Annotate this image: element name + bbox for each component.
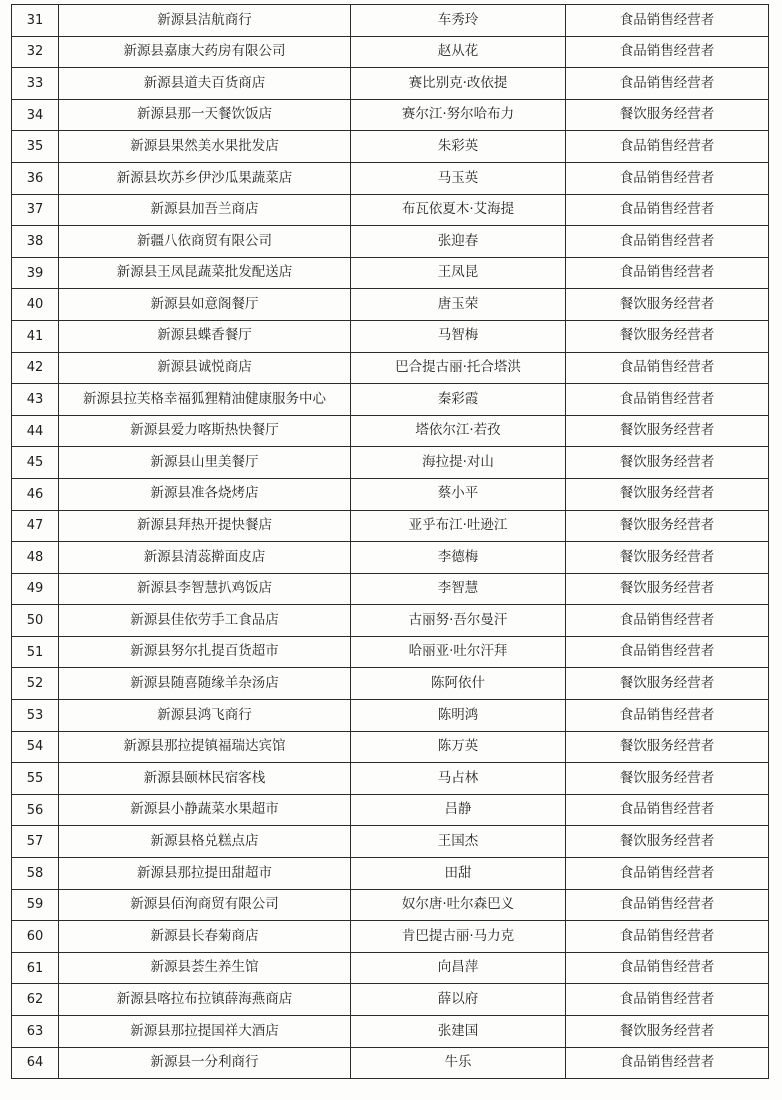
responsible-person: 古丽努·吾尔曼汗 — [351, 605, 566, 637]
row-number: 63 — [12, 1016, 59, 1048]
table-row — [12, 858, 769, 890]
responsible-person: 田甜 — [351, 858, 566, 890]
row-number: 47 — [12, 510, 59, 542]
business-name: 新源县李智慧扒鸡饭店 — [59, 573, 351, 605]
responsible-person: 蔡小平 — [351, 478, 566, 510]
row-number: 44 — [12, 415, 59, 447]
business-name: 新源县道夫百货商店 — [59, 68, 351, 100]
table-row — [12, 131, 769, 163]
business-name: 新源县嘉康大药房有限公司 — [59, 36, 351, 68]
table-row — [12, 447, 769, 479]
operator-type: 食品销售经营者 — [566, 5, 769, 37]
operator-type: 餐饮服务经营者 — [566, 447, 769, 479]
business-name: 新源县佰洵商贸有限公司 — [59, 889, 351, 921]
row-number: 56 — [12, 794, 59, 826]
row-number: 60 — [12, 921, 59, 953]
responsible-person: 张建国 — [351, 1016, 566, 1048]
row-number: 64 — [12, 1047, 59, 1079]
business-name: 新源县拜热开提快餐店 — [59, 510, 351, 542]
table-row — [12, 510, 769, 542]
operator-type: 食品销售经营者 — [566, 226, 769, 258]
operator-type: 食品销售经营者 — [566, 794, 769, 826]
operator-type: 餐饮服务经营者 — [566, 320, 769, 352]
table-row — [12, 763, 769, 795]
table-row — [12, 1047, 769, 1079]
business-name: 新源县努尔扎提百货超市 — [59, 636, 351, 668]
business-name: 新源县颐林民宿客栈 — [59, 763, 351, 795]
operator-type: 食品销售经营者 — [566, 352, 769, 384]
business-name: 新源县清蕊擀面皮店 — [59, 542, 351, 574]
table-row — [12, 68, 769, 100]
operator-type: 餐饮服务经营者 — [566, 826, 769, 858]
business-name: 新源县爱力喀斯热快餐厅 — [59, 415, 351, 447]
operator-type: 食品销售经营者 — [566, 257, 769, 289]
business-name: 新疆八依商贸有限公司 — [59, 226, 351, 258]
responsible-person: 马智梅 — [351, 320, 566, 352]
business-name: 新源县坎苏乡伊沙瓜果蔬菜店 — [59, 162, 351, 194]
responsible-person: 李德梅 — [351, 542, 566, 574]
responsible-person: 陈阿依什 — [351, 668, 566, 700]
responsible-person: 赛比别克·改依提 — [351, 68, 566, 100]
operator-type: 食品销售经营者 — [566, 194, 769, 226]
row-number: 40 — [12, 289, 59, 321]
responsible-person: 唐玉荣 — [351, 289, 566, 321]
table-row — [12, 1016, 769, 1048]
business-name: 新源县那拉提田甜超市 — [59, 858, 351, 890]
row-number: 41 — [12, 320, 59, 352]
responsible-person: 薛以府 — [351, 984, 566, 1016]
responsible-person: 马玉英 — [351, 162, 566, 194]
business-name: 新源县佳依劳手工食品店 — [59, 605, 351, 637]
operator-type: 食品销售经营者 — [566, 162, 769, 194]
operator-type: 食品销售经营者 — [566, 921, 769, 953]
registry-table-body — [12, 5, 769, 1079]
table-row — [12, 162, 769, 194]
table-row — [12, 921, 769, 953]
row-number: 61 — [12, 952, 59, 984]
business-name: 新源县果然美水果批发店 — [59, 131, 351, 163]
table-row — [12, 257, 769, 289]
operator-registry-table — [11, 4, 769, 1079]
responsible-person: 向昌萍 — [351, 952, 566, 984]
operator-type: 餐饮服务经营者 — [566, 763, 769, 795]
operator-type: 餐饮服务经营者 — [566, 1016, 769, 1048]
operator-type: 食品销售经营者 — [566, 68, 769, 100]
responsible-person: 赵从花 — [351, 36, 566, 68]
responsible-person: 吕静 — [351, 794, 566, 826]
business-name: 新源县加吾兰商店 — [59, 194, 351, 226]
business-name: 新源县荟生养生馆 — [59, 952, 351, 984]
table-row — [12, 794, 769, 826]
business-name: 新源县山里美餐厅 — [59, 447, 351, 479]
business-name: 新源县长春菊商店 — [59, 921, 351, 953]
row-number: 49 — [12, 573, 59, 605]
row-number: 48 — [12, 542, 59, 574]
table-row — [12, 573, 769, 605]
row-number: 62 — [12, 984, 59, 1016]
table-row — [12, 889, 769, 921]
row-number: 32 — [12, 36, 59, 68]
business-name: 新源县如意阁餐厅 — [59, 289, 351, 321]
operator-type: 餐饮服务经营者 — [566, 289, 769, 321]
operator-type: 食品销售经营者 — [566, 952, 769, 984]
operator-type: 食品销售经营者 — [566, 984, 769, 1016]
operator-type: 食品销售经营者 — [566, 36, 769, 68]
row-number: 33 — [12, 68, 59, 100]
row-number: 45 — [12, 447, 59, 479]
row-number: 51 — [12, 636, 59, 668]
table-row — [12, 478, 769, 510]
business-name: 新源县小静蔬菜水果超市 — [59, 794, 351, 826]
responsible-person: 李智慧 — [351, 573, 566, 605]
responsible-person: 陈万英 — [351, 731, 566, 763]
responsible-person: 马占林 — [351, 763, 566, 795]
business-name: 新源县那拉提国祥大酒店 — [59, 1016, 351, 1048]
responsible-person: 塔依尔江·若孜 — [351, 415, 566, 447]
operator-type: 食品销售经营者 — [566, 605, 769, 637]
responsible-person: 海拉提·对山 — [351, 447, 566, 479]
responsible-person: 亚乎布江·吐逊江 — [351, 510, 566, 542]
business-name: 新源县鸿飞商行 — [59, 700, 351, 732]
operator-type: 食品销售经营者 — [566, 384, 769, 416]
operator-type: 餐饮服务经营者 — [566, 99, 769, 131]
business-name: 新源县拉芙格幸福狐狸精油健康服务中心 — [59, 384, 351, 416]
row-number: 57 — [12, 826, 59, 858]
table-row — [12, 36, 769, 68]
row-number: 36 — [12, 162, 59, 194]
business-name: 新源县那一天餐饮饭店 — [59, 99, 351, 131]
row-number: 39 — [12, 257, 59, 289]
business-name: 新源县格兑糕点店 — [59, 826, 351, 858]
table-row — [12, 636, 769, 668]
business-name: 新源县喀拉布拉镇薛海燕商店 — [59, 984, 351, 1016]
operator-type: 餐饮服务经营者 — [566, 573, 769, 605]
table-row — [12, 542, 769, 574]
row-number: 34 — [12, 99, 59, 131]
table-row — [12, 5, 769, 37]
operator-type: 食品销售经营者 — [566, 700, 769, 732]
business-name: 新源县王凤昆蔬菜批发配送店 — [59, 257, 351, 289]
table-row — [12, 952, 769, 984]
row-number: 50 — [12, 605, 59, 637]
operator-type: 餐饮服务经营者 — [566, 731, 769, 763]
responsible-person: 陈明鸿 — [351, 700, 566, 732]
row-number: 46 — [12, 478, 59, 510]
row-number: 35 — [12, 131, 59, 163]
table-row — [12, 731, 769, 763]
operator-type: 食品销售经营者 — [566, 636, 769, 668]
responsible-person: 肯巴提古丽·马力克 — [351, 921, 566, 953]
operator-type: 餐饮服务经营者 — [566, 478, 769, 510]
row-number: 54 — [12, 731, 59, 763]
row-number: 37 — [12, 194, 59, 226]
operator-type: 食品销售经营者 — [566, 858, 769, 890]
responsible-person: 哈丽亚·吐尔汗拜 — [351, 636, 566, 668]
table-row — [12, 226, 769, 258]
row-number: 59 — [12, 889, 59, 921]
table-row — [12, 700, 769, 732]
operator-type: 餐饮服务经营者 — [566, 510, 769, 542]
responsible-person: 秦彩霞 — [351, 384, 566, 416]
table-row — [12, 99, 769, 131]
table-row — [12, 826, 769, 858]
row-number: 52 — [12, 668, 59, 700]
business-name: 新源县准各烧烤店 — [59, 478, 351, 510]
table-row — [12, 352, 769, 384]
business-name: 新源县一分利商行 — [59, 1047, 351, 1079]
responsible-person: 布瓦依夏木·艾海提 — [351, 194, 566, 226]
business-name: 新源县洁航商行 — [59, 5, 351, 37]
row-number: 38 — [12, 226, 59, 258]
table-row — [12, 384, 769, 416]
operator-type: 食品销售经营者 — [566, 131, 769, 163]
responsible-person: 王国杰 — [351, 826, 566, 858]
business-name: 新源县蝶香餐厅 — [59, 320, 351, 352]
table-row — [12, 194, 769, 226]
operator-type: 餐饮服务经营者 — [566, 542, 769, 574]
row-number: 43 — [12, 384, 59, 416]
responsible-person: 朱彩英 — [351, 131, 566, 163]
responsible-person: 车秀玲 — [351, 5, 566, 37]
responsible-person: 张迎春 — [351, 226, 566, 258]
row-number: 58 — [12, 858, 59, 890]
responsible-person: 赛尔江·努尔哈布力 — [351, 99, 566, 131]
table-row — [12, 605, 769, 637]
row-number: 53 — [12, 700, 59, 732]
business-name: 新源县诚悦商店 — [59, 352, 351, 384]
operator-type: 食品销售经营者 — [566, 1047, 769, 1079]
table-row — [12, 984, 769, 1016]
responsible-person: 巴合提古丽·托合塔洪 — [351, 352, 566, 384]
table-row — [12, 289, 769, 321]
business-name: 新源县随喜随缘羊杂汤店 — [59, 668, 351, 700]
table-row — [12, 320, 769, 352]
responsible-person: 王凤昆 — [351, 257, 566, 289]
table-row — [12, 668, 769, 700]
table-row — [12, 415, 769, 447]
row-number: 55 — [12, 763, 59, 795]
responsible-person: 牛乐 — [351, 1047, 566, 1079]
business-name: 新源县那拉提镇福瑞达宾馆 — [59, 731, 351, 763]
operator-type: 食品销售经营者 — [566, 889, 769, 921]
row-number: 42 — [12, 352, 59, 384]
row-number: 31 — [12, 5, 59, 37]
operator-type: 餐饮服务经营者 — [566, 415, 769, 447]
operator-type: 餐饮服务经营者 — [566, 668, 769, 700]
responsible-person: 奴尔唐·吐尔森巴义 — [351, 889, 566, 921]
